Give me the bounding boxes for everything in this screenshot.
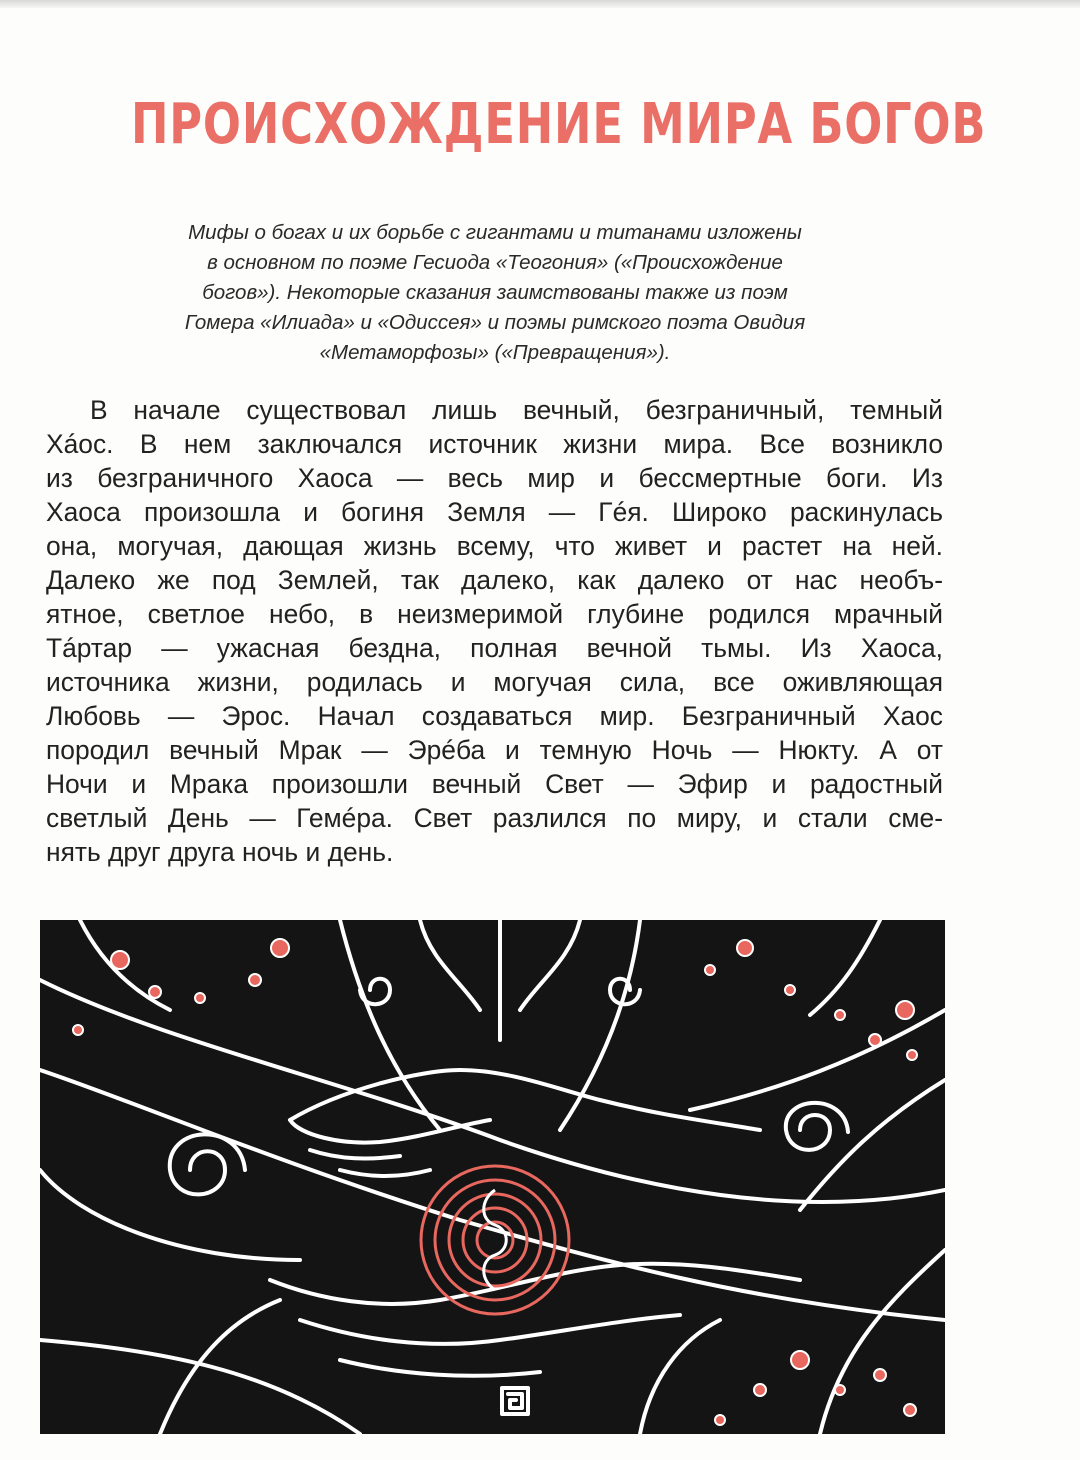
page-top-edge — [0, 0, 1080, 8]
body-line: Ночи и Мрака произошли вечный Свет — Эфир и радостный — [46, 769, 943, 799]
body-line: нять друг друга ночь и день. — [46, 837, 394, 867]
intro-line: богов»). Некоторые сказания заимствованы также из поэм — [202, 281, 788, 304]
body-line: ятное, светлое небо, в неизмеримой глубине родился мрачный — [46, 599, 943, 629]
chaos-illustration — [40, 920, 945, 1434]
body-line: она, могучая, дающая жизнь всему, что живет и растет на ней. — [46, 531, 943, 561]
page-title: ПРОИСХОЖДЕНИЕ МИРА БОГОВ — [131, 92, 987, 157]
body-line: Тáртар — ужасная бездна, полная вечной тьмы. Из Хаоса, — [46, 633, 943, 663]
intro-line: Гомера «Илиада» и «Одиссея» и поэмы римского поэта Овидия — [184, 311, 806, 334]
chaos-illustration-art — [40, 920, 945, 1434]
body-line: Далеко же под Землей, так далеко, как далеко от нас необъ- — [46, 565, 943, 595]
intro-line: «Метаморфозы» («Превращения»). — [319, 341, 671, 364]
intro-paragraph — [70, 218, 920, 368]
body-line: из безграничного Хаоса — весь мир и бессмертные боги. Из — [46, 463, 943, 493]
body-paragraph — [46, 393, 943, 869]
body-line: Хáос. В нем заключался источник жизни мира. Все возникло — [46, 429, 943, 459]
intro-line: в основном по поэме Гесиода «Теогония» («Происхождение — [207, 251, 783, 274]
body-line: Любовь — Эрос. Начал создаваться мир. Безграничный Хаос — [46, 701, 943, 731]
body-line: В начале существовал лишь вечный, безграничный, темный — [90, 395, 943, 425]
body-line: источника жизни, родилась и могучая сила, все оживляющая — [46, 667, 943, 697]
body-line: светлый День — Гемéра. Свет разлился по миру, и стали сме- — [46, 803, 943, 833]
intro-line: Мифы о богах и их борьбе с гигантами и титанами изложены — [188, 221, 802, 244]
body-line: породил вечный Мрак — Эрéба и темную Ночь — Нюкту. А от — [46, 735, 943, 765]
body-line: Хаоса произошла и богиня Земля — Гéя. Широко раскинулась — [46, 497, 943, 527]
